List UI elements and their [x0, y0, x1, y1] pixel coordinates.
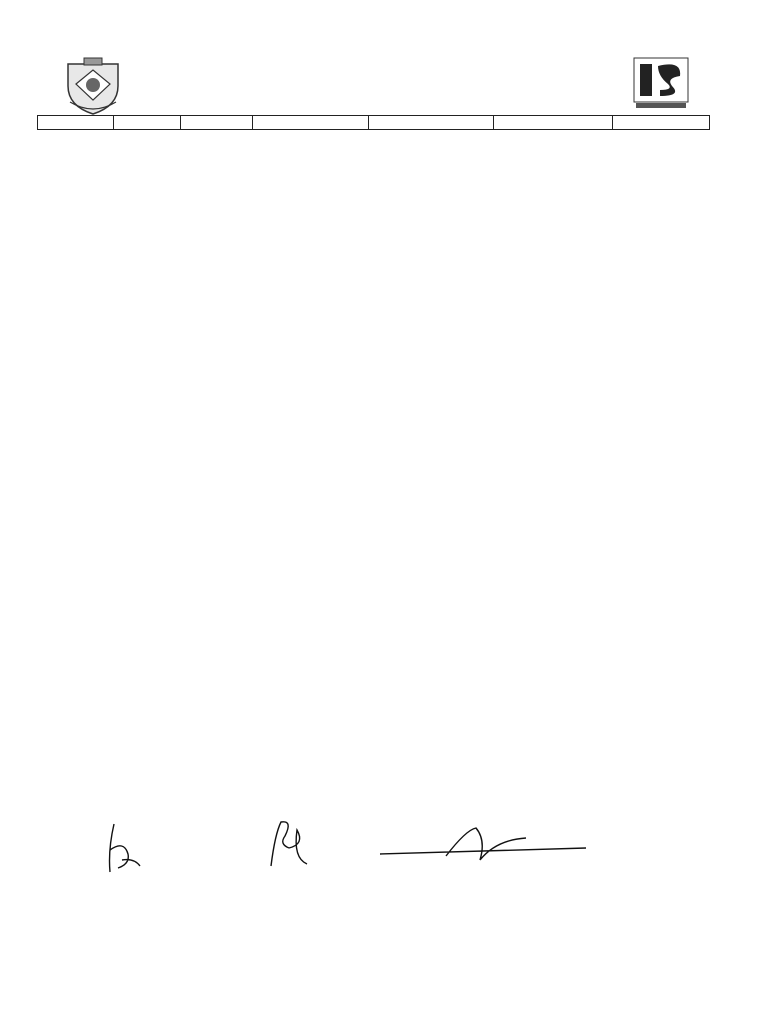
column-header [114, 116, 181, 130]
table-header-row [38, 116, 710, 130]
column-header [181, 116, 253, 130]
schedule-table [37, 115, 710, 130]
column-header [253, 116, 369, 130]
handwritten-signature [253, 814, 313, 874]
column-header [38, 116, 114, 130]
signature-block-prepared [40, 812, 190, 892]
handwritten-signature [376, 820, 596, 870]
signature-block-approved [376, 812, 606, 892]
school-crest-logo [62, 56, 124, 116]
emblem-logo [632, 56, 690, 110]
column-header [494, 116, 613, 130]
signature-block-checked [197, 812, 357, 892]
column-header [613, 116, 710, 130]
column-header [369, 116, 494, 130]
handwritten-signature [94, 820, 154, 880]
